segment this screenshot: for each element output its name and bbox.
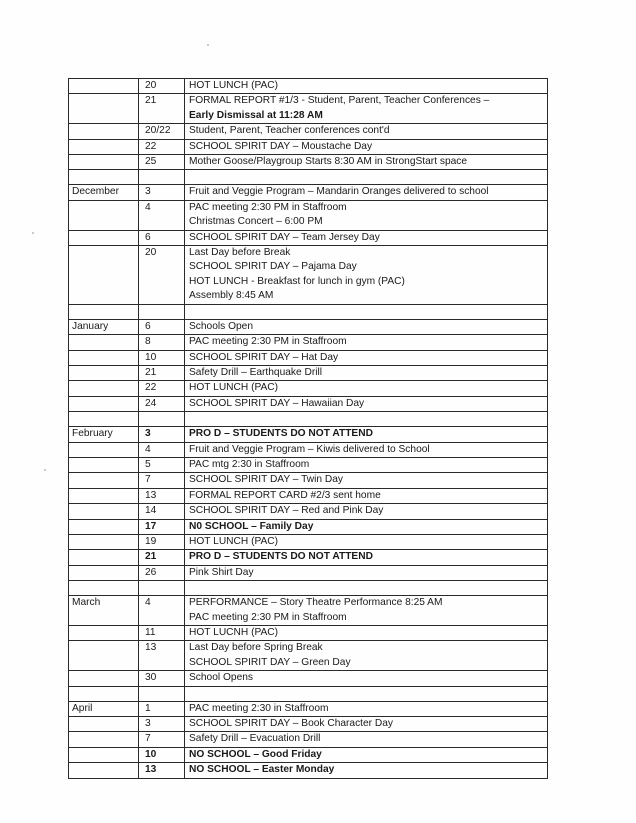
month-cell [69, 442, 139, 457]
month-cell [69, 732, 139, 747]
calendar-row [69, 350, 548, 365]
month-cell: January [69, 319, 139, 334]
event-cell [185, 671, 548, 686]
month-cell [69, 365, 139, 380]
empty-cell [69, 170, 139, 185]
event-cell [185, 381, 548, 396]
day-cell: 1 [139, 701, 185, 716]
month-cell [69, 335, 139, 350]
day-cell: 17 [139, 519, 185, 534]
event-cell [185, 550, 548, 565]
event-cell [185, 565, 548, 580]
month-cell [69, 246, 139, 305]
event-line: Fruit and Veggie Program – Kiwis delivered to School [189, 443, 430, 455]
calendar-row [69, 534, 548, 549]
event-cell [185, 185, 548, 200]
month-cell [69, 504, 139, 519]
day-cell: 11 [139, 626, 185, 641]
event-line: PAC meeting 2:30 in Staffroom [189, 702, 329, 714]
event-cell [185, 79, 548, 94]
empty-cell [69, 581, 139, 596]
event-cell [185, 365, 548, 380]
event-line: PAC mtg 2:30 in Staffroom [189, 458, 310, 470]
calendar-row [69, 319, 548, 334]
event-cell [185, 596, 548, 626]
school-calendar-table [68, 78, 548, 779]
calendar-row [69, 381, 548, 396]
event-line: HOT LUCNH (PAC) [189, 627, 279, 638]
day-cell: 22 [139, 381, 185, 396]
calendar-row [69, 365, 548, 380]
empty-cell [139, 581, 185, 596]
day-cell: 26 [139, 565, 185, 580]
scan-speck [207, 44, 209, 46]
month-cell [69, 396, 139, 411]
event-cell [185, 488, 548, 503]
event-cell [185, 732, 548, 747]
calendar-row [69, 626, 548, 641]
day-cell: 6 [139, 319, 185, 334]
empty-cell [185, 304, 548, 319]
day-cell: 20 [139, 79, 185, 94]
calendar-row [69, 124, 548, 139]
event-line: HOT LUNCH (PAC) [189, 382, 279, 394]
event-line: PAC meeting 2:30 PM in Staffroom [189, 611, 347, 623]
event-line: Last Day before Break [189, 247, 291, 259]
calendar-row [69, 701, 548, 716]
event-line: SCHOOL SPIRIT DAY – Hat Day [189, 351, 339, 363]
month-cell [69, 534, 139, 549]
event-line: Student, Parent, Teacher conferences cont'd [189, 125, 390, 137]
event-line: Pink Shirt Day [189, 566, 254, 578]
calendar-row [69, 732, 548, 747]
event-cell [185, 473, 548, 488]
event-line: SCHOOL SPIRIT DAY – Twin Day [189, 474, 343, 486]
calendar-row [69, 473, 548, 488]
month-cell [69, 139, 139, 154]
event-line: NO SCHOOL – Easter Monday [189, 764, 335, 776]
event-line: PRO D – STUDENTS DO NOT ATTEND [189, 551, 373, 563]
scan-speck [44, 469, 46, 471]
day-cell: 3 [139, 427, 185, 442]
event-cell [185, 94, 548, 124]
empty-cell [139, 686, 185, 701]
event-line: SCHOOL SPIRIT DAY – Hawaiian Day [189, 397, 365, 409]
empty-cell [69, 686, 139, 701]
event-line: Last Day before Spring Break [189, 642, 323, 654]
event-line: SCHOOL SPIRIT DAY – Pajama Day [189, 261, 357, 273]
event-line: SCHOOL SPIRIT DAY – Team Jersey Day [189, 231, 380, 243]
event-line: PAC meeting 2:30 PM in Staffroom [189, 201, 347, 213]
empty-cell [139, 170, 185, 185]
event-cell [185, 350, 548, 365]
event-cell [185, 155, 548, 170]
calendar-row [69, 185, 548, 200]
event-cell [185, 641, 548, 671]
event-cell [185, 701, 548, 716]
calendar-row [69, 200, 548, 230]
event-line: PRO D – STUDENTS DO NOT ATTEND [189, 428, 373, 440]
day-cell: 19 [139, 534, 185, 549]
calendar-row [69, 747, 548, 762]
day-cell: 13 [139, 763, 185, 778]
calendar-row [69, 79, 548, 94]
calendar-row [69, 396, 548, 411]
month-cell [69, 550, 139, 565]
event-cell [185, 124, 548, 139]
event-line: HOT LUNCH (PAC) [189, 80, 279, 91]
event-cell [185, 534, 548, 549]
day-cell: 14 [139, 504, 185, 519]
month-cell [69, 473, 139, 488]
empty-cell [185, 686, 548, 701]
month-cell [69, 381, 139, 396]
month-cell: December [69, 185, 139, 200]
month-cell: April [69, 701, 139, 716]
month-cell [69, 488, 139, 503]
month-cell [69, 641, 139, 671]
calendar-row [69, 763, 548, 778]
event-line: HOT LUNCH - Breakfast for lunch in gym (PAC) [189, 275, 405, 287]
empty-cell [185, 581, 548, 596]
calendar-body [69, 79, 548, 779]
event-line: SCHOOL SPIRIT DAY – Red and Pink Day [189, 505, 384, 517]
spacer-row [69, 170, 548, 185]
event-line: Safety Drill – Evacuation Drill [189, 733, 321, 745]
empty-cell [185, 412, 548, 427]
day-cell: 6 [139, 230, 185, 245]
month-cell [69, 155, 139, 170]
month-cell [69, 626, 139, 641]
day-cell: 10 [139, 350, 185, 365]
month-cell [69, 763, 139, 778]
event-cell [185, 626, 548, 641]
calendar-row [69, 519, 548, 534]
spacer-row [69, 304, 548, 319]
event-cell [185, 230, 548, 245]
event-cell [185, 504, 548, 519]
event-cell [185, 747, 548, 762]
empty-cell [139, 412, 185, 427]
empty-cell [69, 304, 139, 319]
calendar-row [69, 230, 548, 245]
month-cell [69, 79, 139, 94]
event-line: Assembly 8:45 AM [189, 290, 274, 302]
event-line: Fruit and Veggie Program – Mandarin Oranges delivered to school [189, 186, 489, 198]
day-cell: 21 [139, 550, 185, 565]
day-cell: 20/22 [139, 124, 185, 139]
month-cell [69, 747, 139, 762]
event-line: PAC meeting 2:30 PM in Staffroom [189, 336, 347, 348]
event-line: Early Dismissal at 11:28 AM [189, 109, 323, 121]
event-line: Christmas Concert – 6:00 PM [189, 216, 323, 228]
empty-cell [139, 304, 185, 319]
month-cell [69, 457, 139, 472]
event-line: Mother Goose/Playgroup Starts 8:30 AM in StrongStart space [189, 156, 468, 168]
day-cell: 3 [139, 717, 185, 732]
month-cell [69, 519, 139, 534]
day-cell: 10 [139, 747, 185, 762]
day-cell: 7 [139, 732, 185, 747]
day-cell: 21 [139, 94, 185, 124]
event-cell [185, 319, 548, 334]
month-cell [69, 200, 139, 230]
event-cell [185, 139, 548, 154]
event-line: SCHOOL SPIRIT DAY – Moustache Day [189, 140, 373, 152]
month-cell [69, 350, 139, 365]
event-line: N0 SCHOOL – Family Day [189, 520, 314, 532]
calendar-row [69, 139, 548, 154]
day-cell: 5 [139, 457, 185, 472]
empty-cell [69, 412, 139, 427]
calendar-row [69, 94, 548, 124]
event-cell [185, 200, 548, 230]
day-cell: 4 [139, 200, 185, 230]
event-line: SCHOOL SPIRIT DAY – Book Character Day [189, 718, 394, 730]
day-cell: 20 [139, 246, 185, 305]
event-line: FORMAL REPORT #1/3 - Student, Parent, Teacher Conferences – [189, 95, 490, 107]
month-cell [69, 565, 139, 580]
event-line: PERFORMANCE – Story Theatre Performance 8:25 AM [189, 597, 443, 609]
scan-speck [32, 232, 34, 234]
day-cell: 21 [139, 365, 185, 380]
day-cell: 3 [139, 185, 185, 200]
day-cell: 8 [139, 335, 185, 350]
day-cell: 7 [139, 473, 185, 488]
calendar-row [69, 457, 548, 472]
spacer-row [69, 412, 548, 427]
event-line: SCHOOL SPIRIT DAY – Green Day [189, 656, 351, 668]
calendar-row [69, 335, 548, 350]
event-cell [185, 457, 548, 472]
day-cell: 22 [139, 139, 185, 154]
calendar-row [69, 155, 548, 170]
calendar-row [69, 246, 548, 305]
calendar-row [69, 550, 548, 565]
event-line: Schools Open [189, 320, 253, 332]
calendar-row [69, 717, 548, 732]
calendar-row [69, 488, 548, 503]
event-cell [185, 335, 548, 350]
event-cell [185, 427, 548, 442]
calendar-row [69, 442, 548, 457]
month-cell [69, 124, 139, 139]
month-cell [69, 671, 139, 686]
month-cell [69, 94, 139, 124]
month-cell: February [69, 427, 139, 442]
day-cell: 13 [139, 641, 185, 671]
event-cell [185, 396, 548, 411]
spacer-row [69, 581, 548, 596]
day-cell: 4 [139, 442, 185, 457]
calendar-row [69, 504, 548, 519]
calendar-row [69, 427, 548, 442]
month-cell: March [69, 596, 139, 626]
event-line: NO SCHOOL – Good Friday [189, 748, 322, 760]
day-cell: 24 [139, 396, 185, 411]
month-cell [69, 230, 139, 245]
day-cell: 25 [139, 155, 185, 170]
day-cell: 13 [139, 488, 185, 503]
event-line: School Opens [189, 672, 253, 684]
month-cell [69, 717, 139, 732]
day-cell: 4 [139, 596, 185, 626]
event-cell [185, 442, 548, 457]
spacer-row [69, 686, 548, 701]
event-line: FORMAL REPORT CARD #2/3 sent home [189, 489, 381, 501]
event-cell [185, 246, 548, 305]
event-cell [185, 763, 548, 778]
calendar-row [69, 671, 548, 686]
event-cell [185, 519, 548, 534]
calendar-row [69, 596, 548, 626]
empty-cell [185, 170, 548, 185]
event-line: HOT LUNCH (PAC) [189, 535, 279, 547]
calendar-row [69, 641, 548, 671]
calendar-row [69, 565, 548, 580]
event-line: Safety Drill – Earthquake Drill [189, 366, 323, 378]
day-cell: 30 [139, 671, 185, 686]
event-cell [185, 717, 548, 732]
